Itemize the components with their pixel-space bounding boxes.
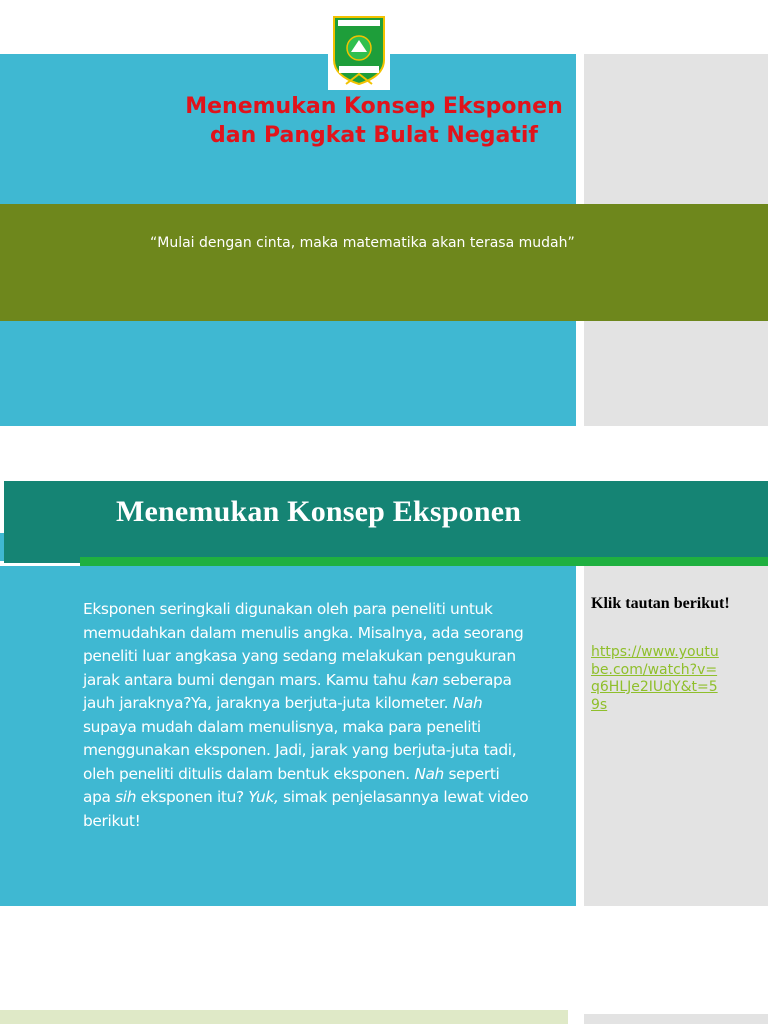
body-emphasis: sih (115, 788, 137, 806)
slide3-header (0, 1010, 568, 1024)
body-text: eksponen itu? (136, 788, 249, 806)
body-text: seberapa jauh jaraknya?Ya, jaraknya berjuta-juta kilometer. (83, 670, 512, 712)
explanation-paragraph (83, 598, 531, 833)
body-emphasis: Nah (414, 764, 444, 783)
body-text: seperti apa (83, 764, 500, 806)
body-emphasis: kan (411, 670, 439, 689)
slide1-title-line2: dan Pangkat Bulat Negatif (210, 123, 538, 148)
slide3-side-panel (584, 1014, 768, 1024)
slide2-title: Menemukan Konsep Eksponen (116, 495, 522, 528)
video-link[interactable]: https://www.youtube.com/watch?v=q6HLJe2IUdY&t=59s (591, 644, 719, 713)
body-emphasis: Nah (452, 694, 483, 712)
left-accent (0, 533, 4, 561)
body-emphasis: Yuk, (248, 788, 279, 806)
link-prompt: Klik tautan berikut! (591, 595, 730, 612)
body-text: supaya mudah dalam menulisnya, maka para peneliti menggunakan eksponen. Jadi, jarak yang berjuta-juta tadi, oleh peneliti ditulis dalam bentuk eksponen. (83, 717, 517, 783)
slide1-title (150, 92, 598, 150)
body-text: Eksponen seringkali digunakan oleh para peneliti untuk memudahkan dalam menulis angka. Misalnya, ada seorang peneliti luar angkasa yang sedang melakukan pengukuran jarak antara bumi dengan mars. Kamu tahu (83, 600, 524, 689)
slide2-side-panel (584, 566, 768, 906)
motivational-quote: “Mulai dengan cinta, maka matematika akan terasa mudah” (150, 235, 575, 251)
body-text: simak penjelasannya lewat video berikut! (83, 788, 529, 830)
school-emblem-icon (328, 14, 390, 90)
title-underline (80, 557, 768, 566)
quote-band (0, 204, 768, 321)
slide1-title-line1: Menemukan Konsep Eksponen (185, 94, 563, 119)
